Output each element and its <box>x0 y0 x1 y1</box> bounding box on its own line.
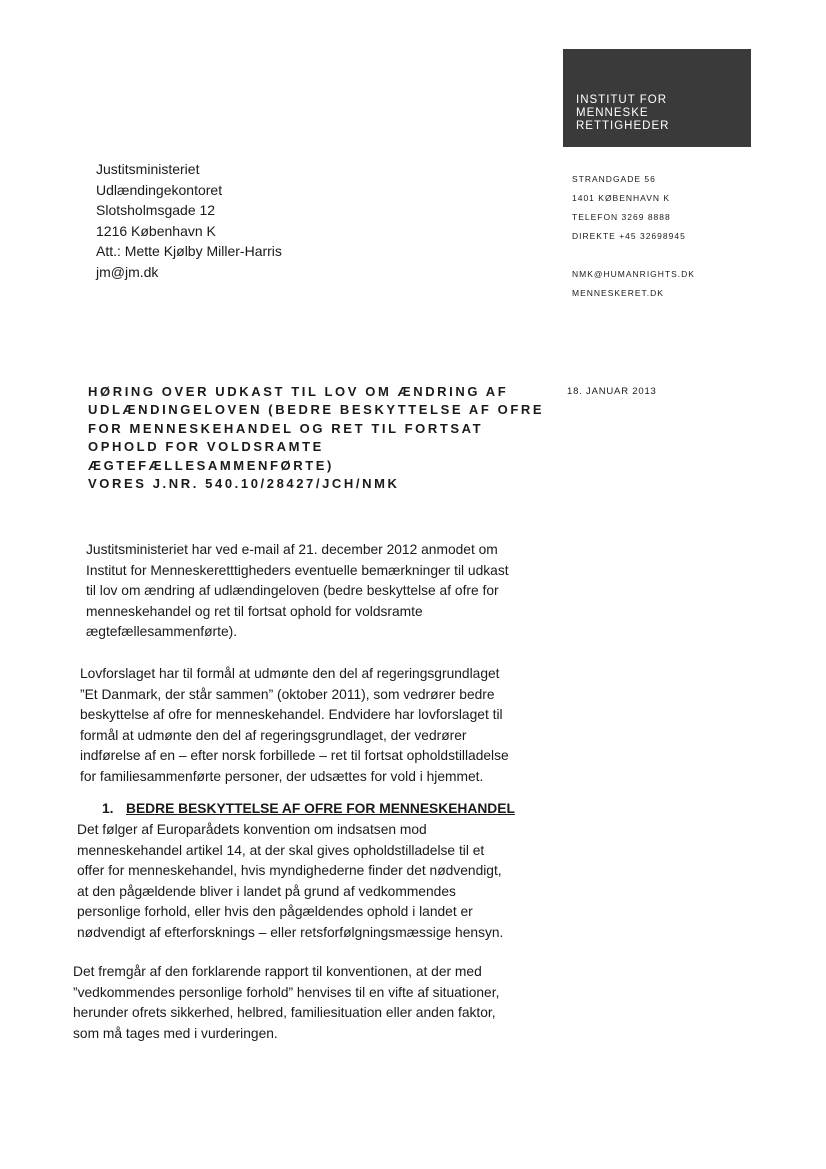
logo-line: INSTITUT FOR <box>576 94 668 106</box>
text-line: indførelse af en – efter norsk forbillede – ret til fortsat opholdstilladelse <box>80 748 509 763</box>
recipient-line: Att.: Mette Kjølby Miller-Harris <box>96 243 282 259</box>
paragraph-purpose <box>80 664 550 787</box>
contact-city: 1401 KØBENHAVN K <box>572 193 671 203</box>
recipient-line: Slotsholmsgade 12 <box>96 202 216 218</box>
section-paragraph-convention <box>77 820 547 943</box>
institute-logo <box>563 49 751 147</box>
contact-phone: TELEFON 3269 8888 <box>572 212 671 222</box>
contact-website: MENNESKERET.DK <box>572 288 664 298</box>
logo-line: MENNESKE <box>576 107 649 119</box>
text-line: herunder ofrets sikkerhed, helbred, familiesituation eller anden faktor, <box>73 1005 496 1020</box>
recipient-line: Justitsministeriet <box>96 161 200 177</box>
text-line: ”Et Danmark, der står sammen” (oktober 2011), som vedrører bedre <box>80 686 495 702</box>
section-title: BEDRE BESKYTTELSE AF OFRE FOR MENNESKEHANDEL <box>126 801 515 816</box>
letter-heading <box>88 383 558 493</box>
recipient-email: jm@jm.dk <box>96 263 159 280</box>
text-line: Lovforslaget har til formål at udmønte den del af regeringsgrundlaget <box>80 666 500 681</box>
text-line: Det følger af Europarådets konvention om indsatsen mod <box>77 822 427 837</box>
text-line: beskyttelse af ofre for menneskehandel. Endvidere har lovforslaget til <box>80 707 503 722</box>
text-line: Institut for Menneskeretttigheders eventuelle bemærkninger til udkast <box>86 562 509 578</box>
heading-line: FOR MENNESKEHANDEL OG RET TIL FORTSAT <box>88 420 484 436</box>
text-line: ægtefællesammenførte). <box>86 624 238 639</box>
journal-number: VORES J.NR. 540.10/28427/JCH/NMK <box>88 476 400 492</box>
contact-direct: DIREKTE +45 32698945 <box>572 231 686 241</box>
text-line: nødvendigt af efterforsknings – eller retsforfølgningsmæssige hensyn. <box>77 924 504 940</box>
heading-line: HØRING OVER UDKAST TIL LOV OM ÆNDRING AF <box>88 384 509 399</box>
text-line: til lov om ændring af udlændingeloven (bedre beskyttelse af ofre for <box>86 583 499 598</box>
text-line: menneskehandel artikel 14, at der skal gives opholdstilladelse til et <box>77 842 485 858</box>
recipient-address <box>96 159 282 282</box>
heading-line: ÆGTEFÆLLESAMMENFØRTE) <box>88 457 334 473</box>
recipient-line: Udlændingekontoret <box>96 181 223 198</box>
text-line: at den pågældende bliver i landet på grund af vedkommendes <box>77 883 456 899</box>
text-line: for familiesammenførte personer, der udsættes for vold i hjemmet. <box>80 768 484 784</box>
text-line: Justitsministeriet har ved e-mail af 21. december 2012 anmodet om <box>86 542 498 557</box>
contact-street: STRANDGADE 56 <box>572 174 656 184</box>
heading-line: OPHOLD FOR VOLDSRAMTE <box>88 439 324 455</box>
text-line: personlige forhold, eller hvis den pågældendes ophold i landet er <box>77 904 473 919</box>
text-line: som må tages med i vurderingen. <box>73 1025 278 1041</box>
text-line: menneskehandel og ret til fortsat ophold for voldsramte <box>86 603 423 619</box>
section-paragraph-report <box>73 962 543 1044</box>
logo-text <box>576 94 669 133</box>
text-line: Det fremgår af den forklarende rapport til konventionen, at der med <box>73 964 482 979</box>
text-line: ”vedkommendes personlige forhold” henvises til en vifte af situationer, <box>73 984 500 1000</box>
contact-email: NMK@HUMANRIGHTS.DK <box>572 269 695 279</box>
sender-contact-info <box>572 170 695 303</box>
heading-line: UDLÆNDINGELOVEN (BEDRE BESKYTTELSE AF OFRE <box>88 402 545 418</box>
paragraph-intro <box>86 540 556 643</box>
logo-line: RETTIGHEDER <box>576 120 670 132</box>
text-line: formål at udmønte den del af regeringsgrundlaget, der vedrører <box>80 727 467 743</box>
section-heading <box>102 801 515 816</box>
recipient-line: 1216 København K <box>96 222 216 239</box>
letter-date: 18. JANUAR 2013 <box>567 386 657 397</box>
text-line: offer for menneskehandel, hvis myndighederne finder det nødvendigt, <box>77 863 502 878</box>
section-number: 1. <box>102 801 114 816</box>
